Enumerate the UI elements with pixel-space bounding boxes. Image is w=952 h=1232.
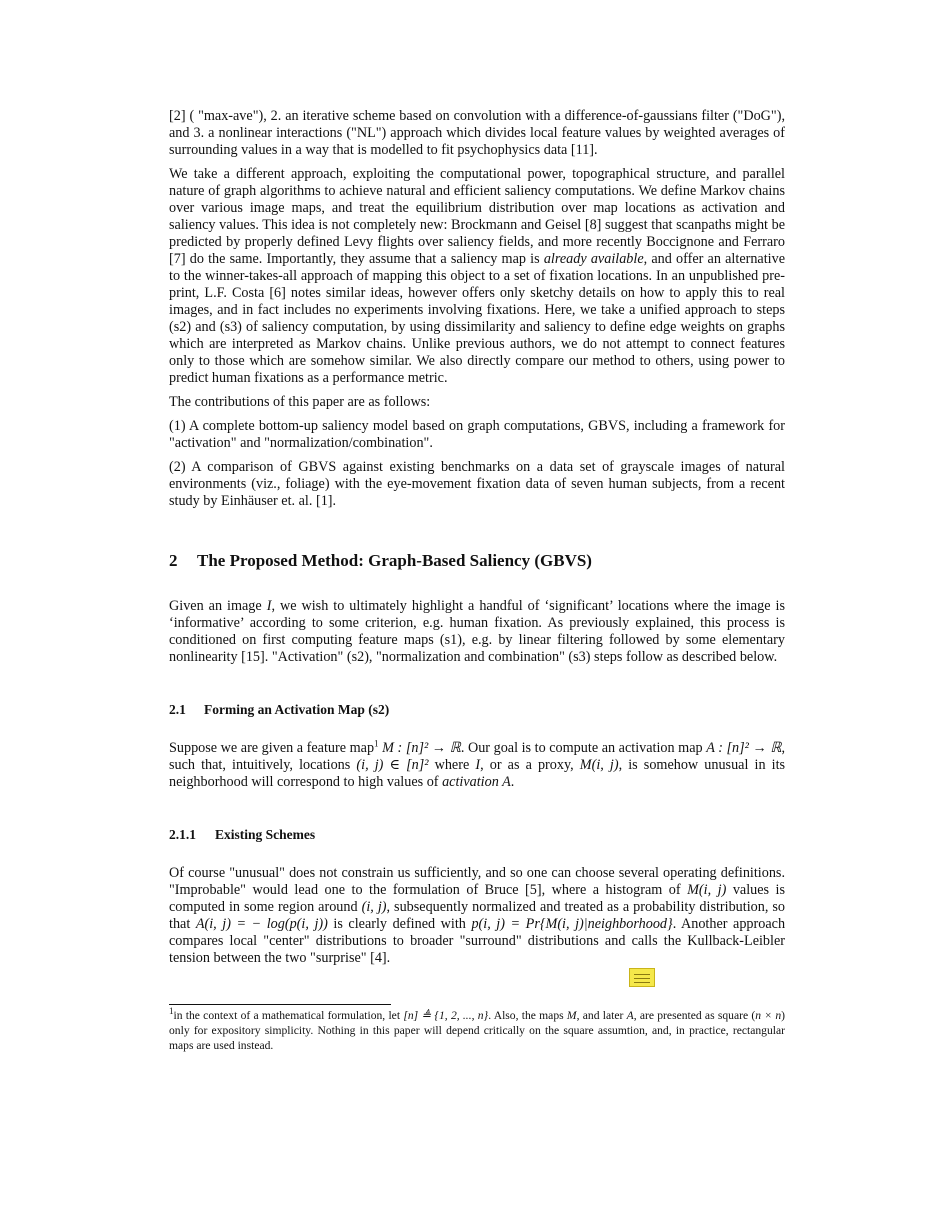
sec21-text-b: . Our goal is to compute an activation map — [460, 740, 703, 756]
sec2-text-b: , we wish to ultimately highlight a handful of ‘significant’ locations where the image is ‘informative’ according to some criterion, e.g. human fixation. As previously explained, this process is conditioned on first computing feature maps (s1), e.g. by linear filtering followed by some elementary nonlinearity [15]. "Activation" (s2), "normalization and combination" (s3) steps follow as described below. — [169, 598, 785, 665]
section-heading-2 — [169, 551, 785, 571]
footnote-1 — [169, 1008, 785, 1053]
sec21-math-3: (i, j) ∈ [n]² — [356, 757, 429, 773]
subsubsection-title: Existing Schemes — [215, 827, 316, 842]
sec2-text-a: Given an image — [169, 598, 262, 614]
sec21-math-5: M(i, j) — [579, 757, 619, 773]
sec211-text-a: Of course "unusual" does not constrain us sufficiently, and so one can choose several operating definitions. "Improbable" would lead one to the formulation of Bruce [5], where a histogram of — [169, 865, 785, 898]
sec21-text-h: . — [510, 774, 515, 790]
footnote-math-3: A — [626, 1009, 634, 1022]
sec21-math-2: A : [n]² → ℝ — [706, 740, 782, 756]
sec21-text-e: , or as a proxy, — [480, 757, 574, 773]
subsection-number: 2.1 — [169, 702, 186, 717]
paragraph-approach — [169, 166, 785, 387]
footnote-math-1: [n] ≜ {1, 2, ..., n} — [403, 1009, 489, 1022]
footnote-math-4: n × n — [755, 1009, 782, 1022]
paragraph-contribution-2: (2) A comparison of GBVS against existing benchmarks on a data set of grayscale images of natural environments (viz., foliage) with the eye-movement fixation data of seven human subjects, from a recent study by Einhäuser et. al. [1]. — [169, 459, 785, 509]
sec211-text-c: , subsequently normalized and treated as a probability distribution, so that — [169, 899, 786, 932]
sec21-text-c: , such that, intuitively, locations — [169, 740, 786, 773]
approach-text-a: We take a different approach, exploiting the computational power, topographical structure, and parallel nature of graph algorithms to achieve natural and efficient saliency computations. We define Markov chains over various image maps, and treat the equilibrium distribution over map locations as activation and saliency values. This idea is not completely new: Brockmann and Geisel [8] suggest that scanpaths might be predicted by properly defined Levy flights over saliency fields, and more recently Boccignone and Ferraro [7] do the same. Importantly, they assume that a saliency map is — [169, 166, 785, 267]
sec21-math-4: I — [475, 757, 481, 773]
sec2-var: I — [266, 598, 272, 614]
paragraph-contributions: The contributions of this paper are as follows: — [169, 394, 431, 410]
section-number: 2 — [169, 551, 178, 570]
paragraph-section-2-1 — [169, 740, 785, 791]
sec211-math-2: (i, j) — [361, 899, 387, 915]
footnote-math-2: M — [566, 1009, 577, 1022]
sec21-math-1: M : [n]² → ℝ — [382, 740, 461, 756]
footnote-text-c: , and later — [576, 1009, 624, 1022]
footnote-text-d: , are presented as square ( — [633, 1009, 756, 1022]
paragraph-section-2-1-1 — [169, 865, 785, 967]
section-title: The Proposed Method: Graph-Based Saliency (GBVS) — [197, 551, 592, 570]
sec211-text-d: is clearly defined with — [333, 916, 466, 932]
sec21-text-f: , is somehow unusual in its neighborhood will correspond to high values of — [169, 757, 786, 790]
sec211-text-e: . Another approach compares local "center" distributions to broader "surround" distributions and calls the Kullback-Leibler tension between the two "surprise" [4]. — [169, 916, 786, 966]
approach-italic: already available — [543, 251, 644, 267]
subsection-title: Forming an Activation Map (s2) — [204, 702, 390, 717]
sticky-note-icon[interactable] — [629, 968, 655, 987]
footnote-mark: 1 — [169, 1006, 174, 1017]
paragraph-contribution-1: (1) A complete bottom-up saliency model based on graph computations, GBVS, including a framework for "activation" and "normalization/combination". — [169, 418, 785, 451]
sec21-text-a: Suppose we are given a feature map — [169, 740, 375, 756]
paragraph-section-2 — [169, 598, 785, 666]
sec21-text-d: where — [434, 757, 470, 773]
sec211-math-4: p(i, j) = Pr{M(i, j)|neighborhood} — [471, 916, 673, 932]
sec211-math-1: M(i, j) — [687, 882, 727, 898]
subsection-heading-2-1 — [169, 702, 785, 718]
footnote-text-e: ) only for expository simplicity. Nothing in this paper will depend critically on the square assumtion, and, in practice, rectangular maps are used instead. — [169, 1009, 786, 1052]
approach-text-b: , and offer an alternative to the winner-takes-all approach of mapping this object to a set of fixation locations. In an unpublished pre-print, L.F. Costa [6] notes similar ideas, however offers only sketchy details on how to apply this to real images, and in fact includes no experiments involving fixations. Here, we take a unified approach to steps (s2) and (s3) of saliency computation, by using dissimilarity and saliency to define edge weights on graphs which are interpreted as Markov chains. Unlike previous authors, we do not attempt to connect features only to those which are somehow similar. We also directly compare our method to others, using power to predict human fixations as a performance metric. — [169, 251, 786, 386]
sec211-math-3: A(i, j) = − log(p(i, j)) — [195, 916, 328, 932]
sec211-text-b: values is computed in some region around — [169, 882, 786, 915]
footnote-text-b: . Also, the maps — [488, 1009, 564, 1022]
paper-page — [169, 108, 785, 1053]
sec21-italic: activation A — [442, 774, 511, 790]
subsubsection-number: 2.1.1 — [169, 827, 196, 842]
footnote-marker: 1 — [374, 738, 379, 749]
paragraph-intro-tail: [2] ( "max-ave"), 2. an iterative scheme based on convolution with a difference-of-gaussians filter ("DoG"), and 3. a nonlinear interactions ("NL") approach which divides local feature values by weighted averages of surrounding values in a way that is modelled to fit psychophysics data [11]. — [169, 108, 785, 158]
footnote-text-a: in the context of a mathematical formulation, let — [173, 1009, 401, 1022]
subsubsection-heading-2-1-1 — [169, 827, 785, 843]
